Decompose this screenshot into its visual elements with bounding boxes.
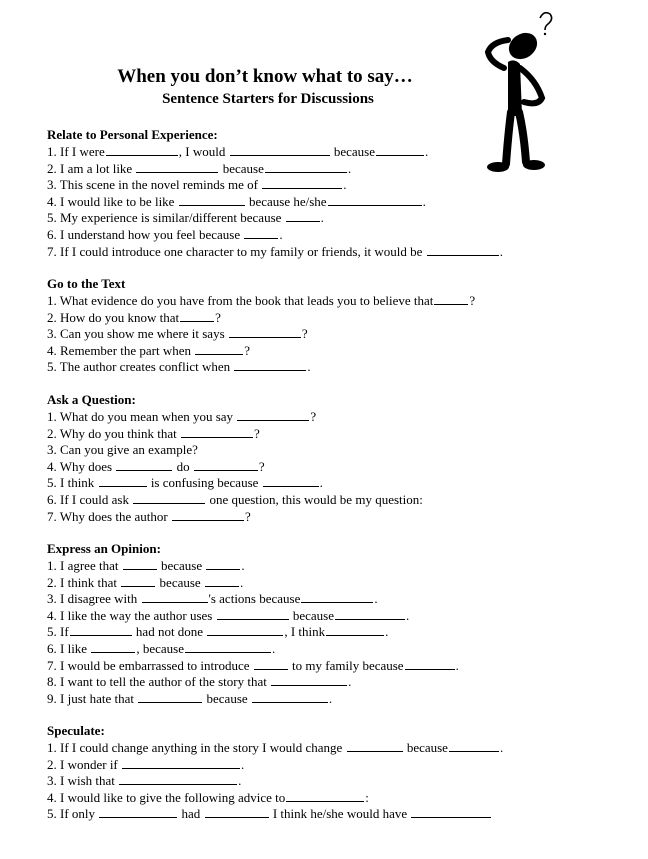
sentence-starter-item bbox=[47, 773, 241, 789]
fill-in-blank[interactable] bbox=[205, 806, 269, 818]
sentence-starter-item bbox=[47, 658, 459, 674]
fill-in-blank[interactable] bbox=[427, 244, 499, 256]
sentence-starter-item bbox=[47, 343, 250, 359]
sentence-text: . bbox=[422, 193, 426, 209]
sentence-text: . bbox=[279, 227, 283, 242]
sentence-text: because bbox=[157, 558, 206, 573]
page-subtitle: Sentence Starters for Discussions bbox=[162, 91, 374, 107]
sentence-starter-item bbox=[47, 806, 492, 822]
fill-in-blank[interactable] bbox=[121, 575, 155, 587]
page-title: When you don’t know what to say… bbox=[117, 66, 413, 87]
fill-in-blank[interactable] bbox=[405, 658, 455, 670]
sentence-text: because bbox=[219, 160, 264, 176]
fill-in-blank[interactable] bbox=[119, 773, 237, 785]
sentence-starter-item bbox=[47, 442, 198, 458]
sentence-starter-item bbox=[47, 691, 332, 707]
fill-in-blank[interactable] bbox=[286, 790, 364, 802]
sentence-text: 4. I would like to be like bbox=[47, 193, 178, 209]
fill-in-blank[interactable] bbox=[205, 575, 239, 587]
sentence-text: 2. How do you know that bbox=[47, 309, 180, 325]
sentence-starter-item bbox=[47, 558, 245, 574]
fill-in-blank[interactable] bbox=[123, 558, 157, 570]
sentence-text: 5. I think bbox=[47, 475, 98, 491]
sentence-starter-item bbox=[47, 740, 503, 756]
sentence-text: 4. I like the way the author uses bbox=[47, 607, 216, 623]
sentence-text: 2. I am a lot like bbox=[47, 160, 136, 176]
sentence-text: . bbox=[241, 756, 245, 772]
fill-in-blank[interactable] bbox=[185, 641, 271, 653]
sentence-text: 3. This scene in the novel reminds me of bbox=[47, 177, 262, 193]
section-heading-ask-a-question: Ask a Question: bbox=[47, 392, 136, 407]
fill-in-blank[interactable] bbox=[172, 509, 244, 521]
sentence-starter-item bbox=[47, 359, 311, 375]
sentence-text: , I think bbox=[284, 624, 326, 640]
fill-in-blank[interactable] bbox=[244, 227, 278, 239]
sentence-text: . bbox=[347, 160, 352, 176]
sentence-text: 8. I want to tell the author of the story that bbox=[47, 674, 271, 690]
sentence-starter-item bbox=[47, 509, 251, 525]
question-mark-icon bbox=[540, 13, 552, 30]
sentence-text: 5. My experience is similar/different because bbox=[47, 210, 285, 226]
sentence-starter-item bbox=[47, 492, 423, 508]
sentence-starter-item bbox=[47, 624, 388, 640]
fill-in-blank[interactable] bbox=[286, 210, 320, 222]
fill-in-blank[interactable] bbox=[116, 459, 172, 471]
fill-in-blank[interactable] bbox=[195, 343, 243, 355]
sentence-text: ? bbox=[215, 309, 221, 325]
fill-in-blank[interactable] bbox=[434, 293, 468, 305]
fill-in-blank[interactable] bbox=[252, 691, 328, 703]
fill-in-blank[interactable] bbox=[70, 624, 132, 636]
sentence-text: to my family because bbox=[288, 657, 404, 673]
fill-in-blank[interactable] bbox=[122, 757, 240, 769]
fill-in-blank[interactable] bbox=[449, 740, 499, 752]
sentence-text: 6. If I could ask bbox=[47, 492, 133, 507]
fill-in-blank[interactable] bbox=[142, 591, 208, 603]
fill-in-blank[interactable] bbox=[234, 359, 306, 371]
sentence-text: . bbox=[499, 243, 503, 259]
sentence-text: . bbox=[455, 657, 459, 673]
sentence-starter-item bbox=[47, 426, 260, 442]
fill-in-blank[interactable] bbox=[411, 806, 491, 818]
sentence-text: 4. Remember the part when bbox=[47, 342, 195, 358]
sentence-starter-item bbox=[47, 608, 409, 624]
fill-in-blank[interactable] bbox=[181, 426, 253, 438]
fill-in-blank[interactable] bbox=[254, 658, 288, 670]
sentence-starter-item bbox=[47, 293, 475, 309]
sentence-text: because bbox=[330, 144, 375, 159]
sentence-text: 1. What do you mean when you say bbox=[47, 409, 237, 424]
sentence-text: 4. I would like to give the following advice to bbox=[47, 789, 286, 805]
sentence-text: ? bbox=[469, 293, 476, 308]
sentence-starter-item bbox=[47, 641, 275, 657]
sentence-text: 's actions because bbox=[208, 591, 301, 607]
sentence-text: because bbox=[289, 607, 334, 623]
sentence-starter-item bbox=[47, 144, 428, 160]
sentence-text: 7. I would be embarrassed to introduce bbox=[47, 657, 253, 673]
sentence-text: . bbox=[385, 624, 389, 640]
fill-in-blank[interactable] bbox=[265, 161, 347, 173]
sentence-text: . bbox=[424, 144, 429, 159]
fill-in-blank[interactable] bbox=[207, 624, 283, 636]
sentence-text: , because bbox=[136, 641, 184, 656]
sentence-text: . bbox=[238, 773, 242, 789]
sentence-text: 3. I wish that bbox=[47, 773, 119, 789]
sentence-text: , I would bbox=[178, 144, 229, 159]
fill-in-blank[interactable] bbox=[328, 194, 422, 206]
fill-in-blank[interactable] bbox=[230, 144, 330, 156]
sentence-text: . bbox=[320, 210, 324, 226]
sentence-starter-item bbox=[47, 227, 283, 243]
sentence-text: 1. What evidence do you have from the book that leads you to believe that bbox=[47, 293, 434, 308]
sentence-text: 2. I wonder if bbox=[47, 756, 122, 772]
sentence-text: because bbox=[156, 574, 204, 590]
sentence-text: : bbox=[365, 789, 369, 805]
fill-in-blank[interactable] bbox=[194, 459, 258, 471]
sentence-starter-item bbox=[47, 177, 346, 193]
sentence-starter-item bbox=[47, 674, 351, 690]
sentence-text: 5. If bbox=[47, 624, 69, 640]
section-heading-speculate: Speculate: bbox=[47, 723, 105, 738]
fill-in-blank[interactable] bbox=[326, 624, 384, 636]
sentence-starter-item bbox=[47, 757, 244, 773]
sentence-text: is confusing because bbox=[147, 475, 262, 491]
sentence-text: one question, this would be my question: bbox=[206, 492, 423, 507]
sentence-text: . bbox=[307, 359, 311, 375]
sentence-starter-item bbox=[47, 591, 378, 607]
fill-in-blank[interactable] bbox=[335, 608, 405, 620]
fill-in-blank[interactable] bbox=[347, 740, 403, 752]
fill-in-blank[interactable] bbox=[133, 492, 205, 504]
fill-in-blank[interactable] bbox=[217, 608, 289, 620]
fill-in-blank[interactable] bbox=[263, 475, 319, 487]
sentence-text: 1. If I could change anything in the story I would change bbox=[47, 740, 346, 755]
sentence-text: because bbox=[203, 690, 251, 706]
section-heading-relate-to-personal-experience: Relate to Personal Experience: bbox=[47, 127, 218, 142]
fill-in-blank[interactable] bbox=[138, 691, 202, 703]
sentence-text: 1. If I were bbox=[47, 144, 105, 159]
fill-in-blank[interactable] bbox=[301, 591, 373, 603]
sentence-starter-item bbox=[47, 161, 351, 177]
fill-in-blank[interactable] bbox=[206, 558, 240, 570]
fill-in-blank[interactable] bbox=[237, 409, 309, 421]
sentence-starter-item bbox=[47, 326, 308, 342]
fill-in-blank[interactable] bbox=[179, 194, 245, 206]
sentence-text: 3. I disagree with bbox=[47, 591, 141, 607]
sentence-starter-item bbox=[47, 194, 426, 210]
sentence-text: . bbox=[343, 177, 347, 193]
sentence-text: 7. If I could introduce one character to my family or friends, it would be bbox=[47, 243, 426, 259]
sentence-text: . bbox=[374, 591, 378, 607]
sentence-text: 2. Why do you think that bbox=[47, 425, 181, 441]
sentence-starter-item bbox=[47, 409, 316, 425]
sentence-starter-item bbox=[47, 790, 369, 806]
sentence-text: . bbox=[271, 641, 276, 656]
fill-in-blank[interactable] bbox=[99, 475, 147, 487]
sentence-starter-item bbox=[47, 475, 323, 491]
fill-in-blank[interactable] bbox=[376, 144, 424, 156]
fill-in-blank[interactable] bbox=[91, 641, 135, 653]
sentence-text: 3. Can you show me where it says bbox=[47, 326, 228, 342]
sentence-text: . bbox=[405, 607, 410, 623]
sentence-text: . bbox=[328, 690, 333, 706]
sentence-text: 1. I agree that bbox=[47, 558, 122, 573]
sentence-text: 7. Why does the author bbox=[47, 508, 171, 524]
sentence-starter-item bbox=[47, 459, 265, 475]
sentence-text: . bbox=[239, 574, 244, 590]
sentence-text: because he/she bbox=[245, 193, 327, 209]
sentence-starter-item bbox=[47, 575, 243, 591]
sentence-text: 9. I just hate that bbox=[47, 690, 138, 706]
thinking-person-icon bbox=[478, 6, 558, 178]
fill-in-blank[interactable] bbox=[180, 310, 214, 322]
sentence-text: 5. If only bbox=[47, 806, 99, 822]
sentence-text: 6. I understand how you feel because bbox=[47, 227, 244, 242]
sentence-text: ? bbox=[244, 342, 251, 358]
sentence-text: ? bbox=[310, 409, 317, 424]
sentence-text: 2. I think that bbox=[47, 574, 121, 590]
sentence-text: 3. Can you give an example? bbox=[47, 442, 198, 458]
sentence-text: 4. Why does bbox=[47, 458, 116, 474]
sentence-text: . bbox=[319, 475, 323, 491]
sentence-text: . bbox=[499, 740, 504, 755]
sentence-text: . bbox=[241, 558, 245, 573]
sentence-text: do bbox=[173, 458, 193, 474]
sentence-text: had not done bbox=[132, 624, 207, 640]
sentence-text: 6. I like bbox=[47, 641, 91, 656]
sentence-text: had bbox=[178, 806, 204, 822]
section-heading-express-an-opinion: Express an Opinion: bbox=[47, 541, 161, 556]
sentence-text: ? bbox=[301, 326, 308, 342]
sentence-starter-item bbox=[47, 310, 221, 326]
fill-in-blank[interactable] bbox=[229, 326, 301, 338]
fill-in-blank[interactable] bbox=[136, 161, 218, 173]
sentence-text: ? bbox=[258, 458, 265, 474]
fill-in-blank[interactable] bbox=[99, 806, 177, 818]
sentence-text: ? bbox=[244, 508, 251, 524]
sentence-text: because bbox=[403, 740, 448, 755]
section-heading-go-to-the-text: Go to the Text bbox=[47, 276, 126, 291]
sentence-text: 5. The author creates conflict when bbox=[47, 359, 234, 375]
sentence-starter-item bbox=[47, 244, 503, 260]
sentence-starter-item bbox=[47, 210, 324, 226]
sentence-text: . bbox=[348, 674, 352, 690]
fill-in-blank[interactable] bbox=[106, 144, 178, 156]
fill-in-blank[interactable] bbox=[271, 674, 347, 686]
sentence-text: ? bbox=[254, 425, 260, 441]
fill-in-blank[interactable] bbox=[262, 177, 342, 189]
sentence-text: I think he/she would have bbox=[269, 806, 411, 822]
